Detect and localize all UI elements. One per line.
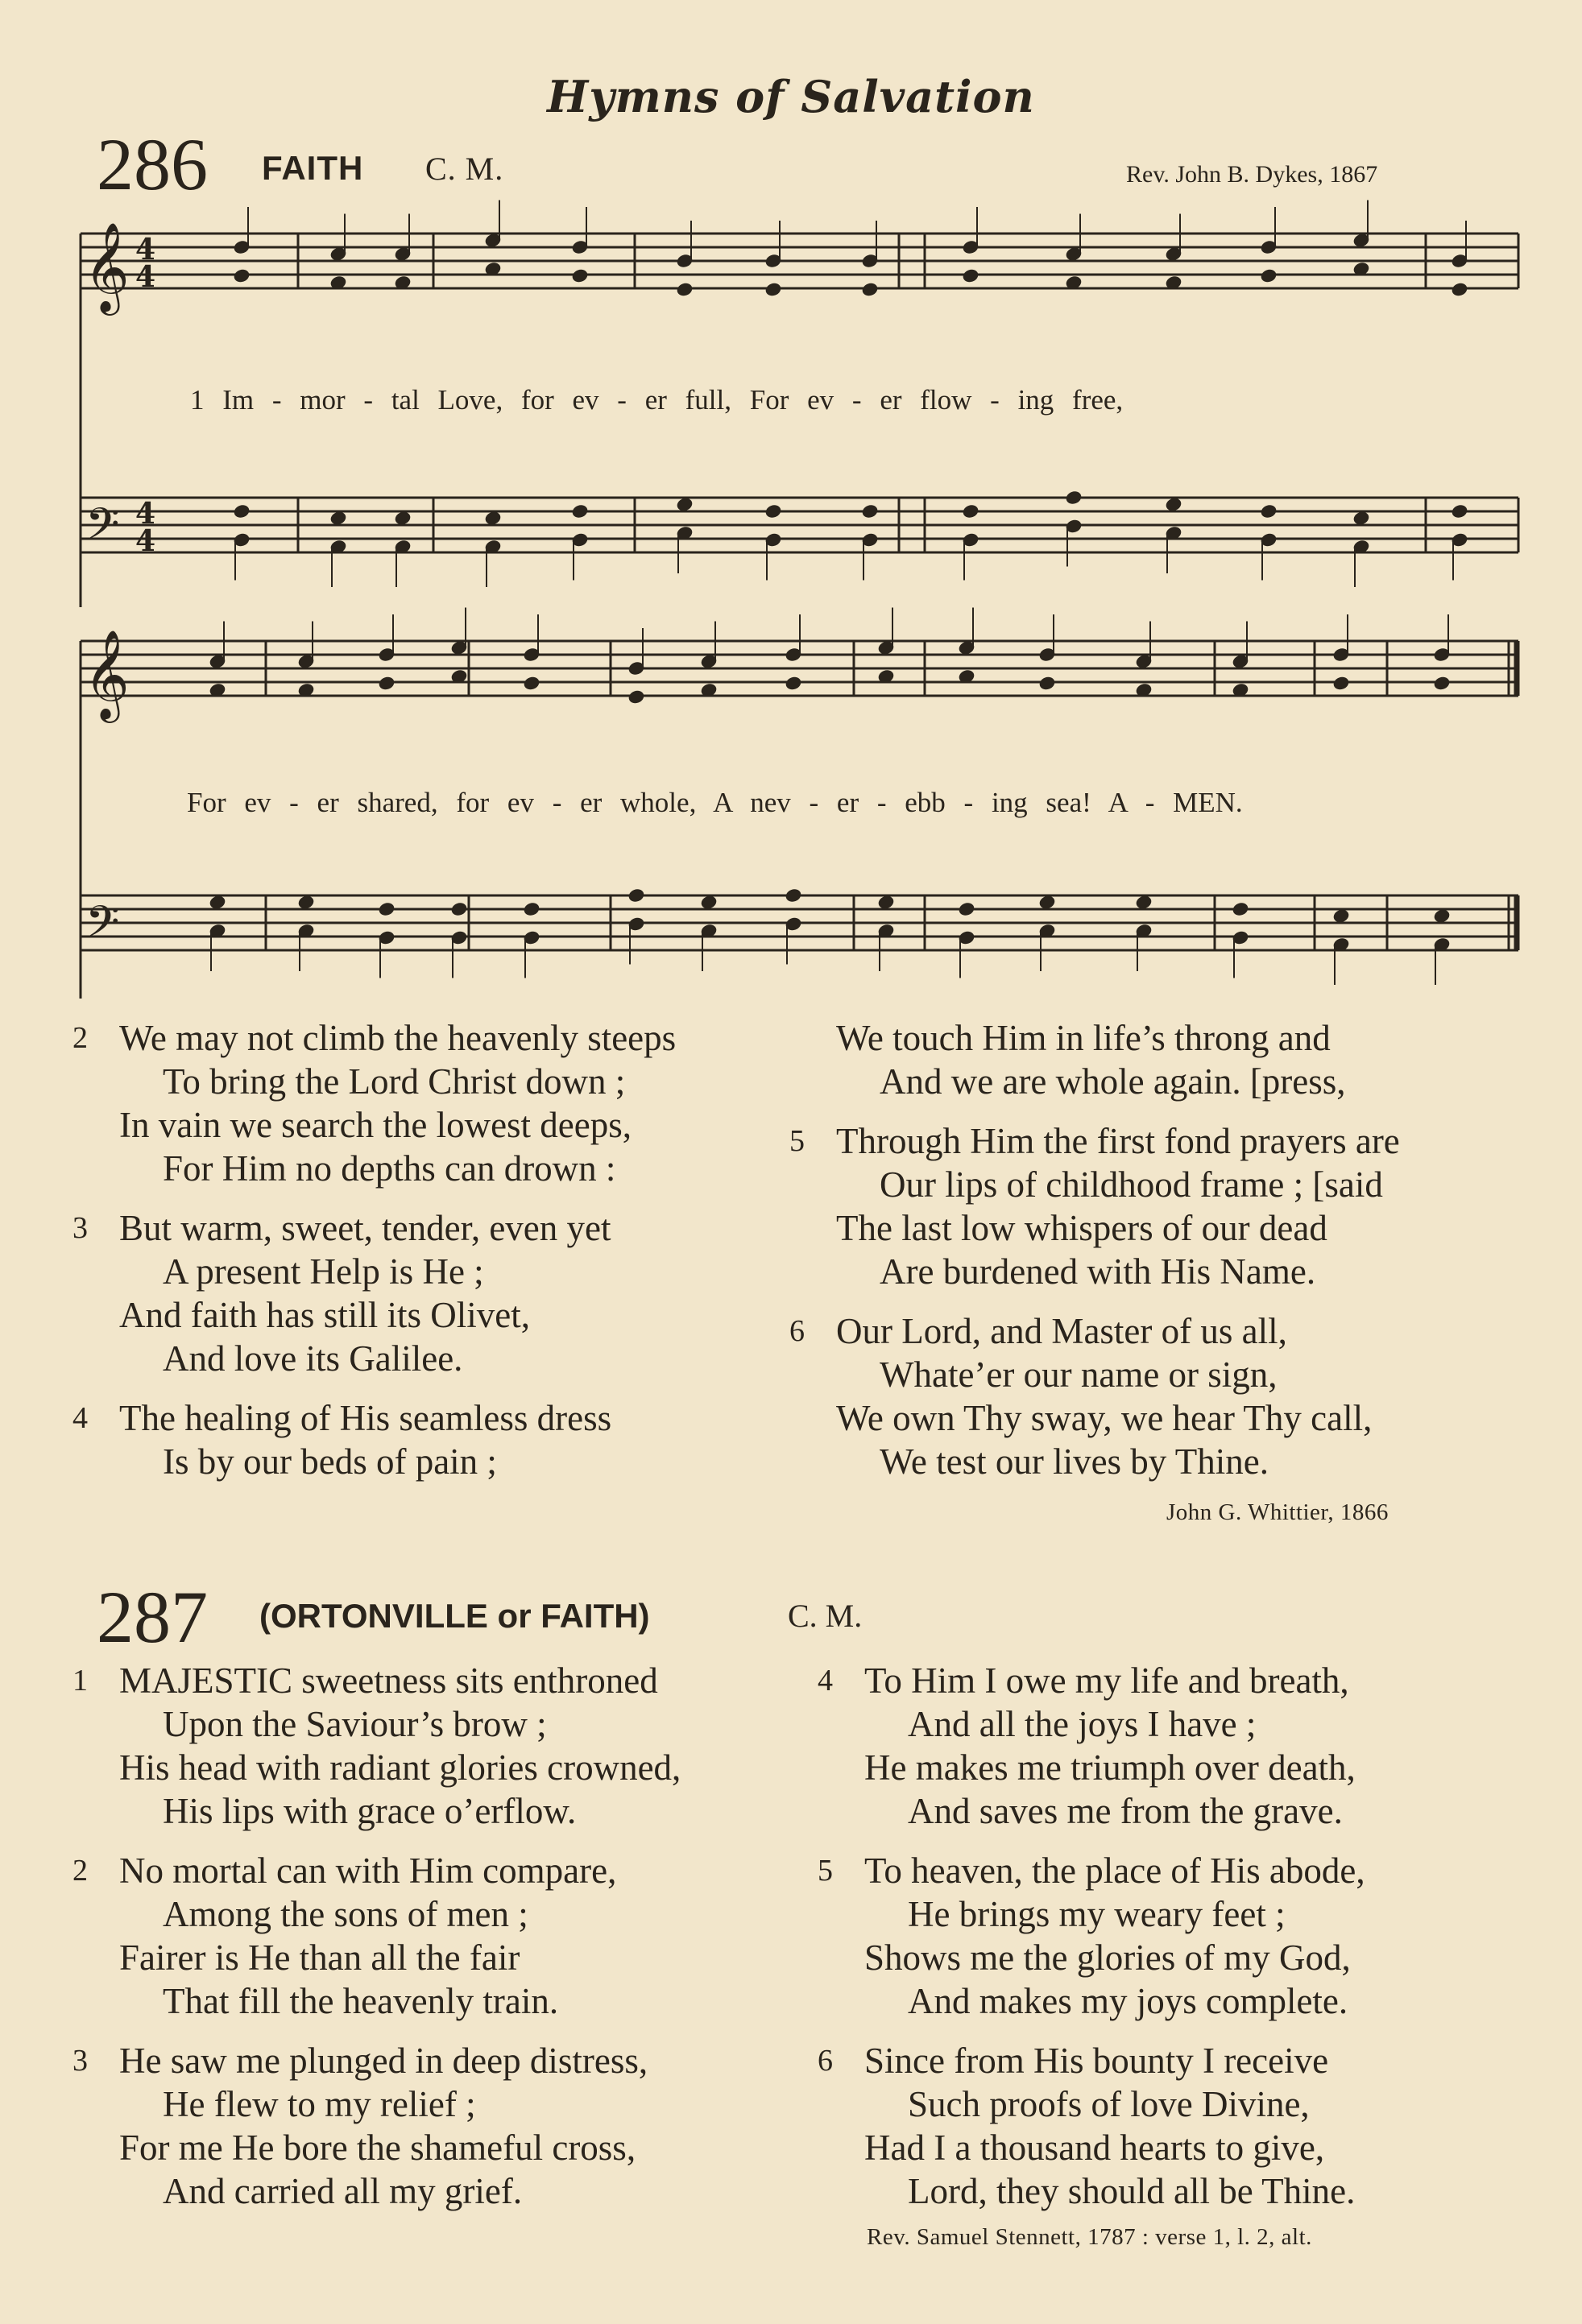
- note-head: [861, 282, 879, 297]
- verse-text: His lips with grace o’erflow.: [163, 1791, 577, 1831]
- stanza-line: [765, 1440, 1579, 1483]
- stanza-line: [765, 1119, 1579, 1163]
- hymn-286-composer: Rev. John B. Dykes, 1867: [1126, 161, 1378, 188]
- stanza: [48, 1206, 805, 1380]
- note-head: [233, 503, 251, 519]
- stanza: [765, 1119, 1579, 1293]
- verse-text: He saw me plunged in deep distress,: [119, 2041, 648, 2081]
- hymn-287-tune: (ORTONVILLE or FAITH): [259, 1597, 650, 1635]
- verse-text: We own Thy sway, we hear Thy call,: [836, 1398, 1373, 1438]
- verse-text: We test our lives by Thine.: [880, 1441, 1269, 1482]
- stanza: [793, 1659, 1579, 1833]
- note-head: [1433, 676, 1451, 691]
- stanza-line: [765, 1163, 1579, 1206]
- note-head: [764, 503, 782, 519]
- stanza-line: [48, 1250, 805, 1293]
- stanza: [48, 1396, 805, 1483]
- time-signature: 4: [135, 260, 156, 294]
- verse-text: A present Help is He ;: [163, 1251, 484, 1292]
- note-head: [1065, 490, 1083, 505]
- verse-text: To Him I owe my life and breath,: [864, 1660, 1349, 1701]
- stanza: [48, 1016, 805, 1190]
- stanza-line: [793, 1746, 1579, 1789]
- stanza-line: [793, 2126, 1579, 2169]
- hymn-287-stanzas-right: [793, 1659, 1579, 2229]
- stanza-line: [765, 1060, 1579, 1103]
- hymn-286-number: 286: [97, 123, 208, 205]
- stanza-line: [48, 1337, 805, 1380]
- verse-text: In vain we search the lowest deeps,: [119, 1105, 632, 1145]
- stanza: [48, 1849, 822, 2023]
- hymn-287-meter: C. M.: [788, 1598, 863, 1634]
- verse-text: He makes me triumph over death,: [864, 1747, 1356, 1788]
- stanza-line: [793, 1849, 1579, 1892]
- stanza-line: [48, 1206, 805, 1250]
- verse-number: 1: [72, 1664, 88, 1698]
- verse-text: And carried all my grief.: [163, 2171, 523, 2211]
- stanza: [765, 1309, 1579, 1483]
- stanza-line: [48, 2039, 822, 2082]
- note-head: [1332, 676, 1350, 691]
- stanza-line: [765, 1396, 1579, 1440]
- hymn-287-author: Rev. Samuel Stennett, 1787 : verse 1, l. 2, alt.: [867, 2224, 1312, 2250]
- note-head: [958, 901, 975, 916]
- verse-text: Is by our beds of pain ;: [163, 1441, 497, 1482]
- verse-number: 3: [72, 2044, 88, 2078]
- note-head: [1451, 282, 1468, 297]
- stanza-line: [765, 1250, 1579, 1293]
- verse-number: 5: [818, 1854, 833, 1888]
- stanza-line: [48, 2169, 822, 2213]
- hymn-286-stanzas-right: [765, 1016, 1579, 1499]
- section-title: Hymns of Salvation: [547, 71, 1035, 122]
- note-head: [676, 282, 694, 297]
- verse-text: His head with radiant glories crowned,: [119, 1747, 681, 1788]
- note-head: [523, 676, 540, 691]
- note-head: [1260, 503, 1278, 519]
- note-head: [1433, 908, 1451, 924]
- stanza-line: [48, 1016, 805, 1060]
- stanza-line: [48, 1789, 822, 1833]
- verse-text: Lord, they should all be Thine.: [908, 2171, 1356, 2211]
- treble-clef: 𝄞: [84, 629, 130, 719]
- verse-text: He flew to my relief ;: [163, 2084, 476, 2124]
- stanza-line: [793, 2039, 1579, 2082]
- stanza-line: [48, 1060, 805, 1103]
- staff-lines: [81, 234, 1518, 950]
- hymn-287-stanzas-left: [48, 1659, 822, 2229]
- note-head: [785, 887, 802, 903]
- time-signature: 4: [135, 497, 156, 531]
- stanza: [48, 1659, 822, 1833]
- verse-text: Our lips of childhood frame ; [said: [880, 1164, 1383, 1205]
- note-head: [962, 268, 979, 283]
- verse-text: That fill the heavenly train.: [163, 1981, 559, 2021]
- note-head: [962, 503, 979, 519]
- verse-text: To heaven, the place of His abode,: [864, 1851, 1365, 1891]
- notes: [209, 201, 1468, 986]
- note-head: [450, 901, 468, 916]
- verse-number: 2: [72, 1021, 88, 1055]
- note-head: [785, 676, 802, 691]
- verse-text: Since from His bounty I receive: [864, 2041, 1329, 2081]
- stanza-line: [48, 1892, 822, 1936]
- stanza-line: [765, 1206, 1579, 1250]
- verse-text: The healing of His seamless dress: [119, 1398, 612, 1438]
- note-head: [676, 497, 694, 512]
- stanza-line: [793, 1702, 1579, 1746]
- verse-text: But warm, sweet, tender, even yet: [119, 1208, 611, 1248]
- hymn-286-meter: C. M.: [425, 151, 504, 187]
- bass-clef: 𝄢: [85, 498, 120, 560]
- stanza: [765, 1016, 1579, 1103]
- stanza-line: [793, 2169, 1579, 2213]
- clefs: [84, 221, 155, 958]
- time-signature: 4: [135, 524, 156, 558]
- note-head: [877, 895, 895, 910]
- note-head: [1165, 497, 1182, 512]
- verse-number: 2: [72, 1854, 88, 1888]
- hymn-286-lyrics-line-1: 1 Im - mor - tal Love, for ev - er full, For ev - er flow - ing free,: [190, 384, 1124, 416]
- note-head: [523, 901, 540, 916]
- stanza-line: [48, 1702, 822, 1746]
- stanza-line: [793, 1789, 1579, 1833]
- stanza-line: [48, 1440, 805, 1483]
- stanza-line: [48, 1849, 822, 1892]
- verse-number: 3: [72, 1211, 88, 1245]
- note-head: [627, 689, 645, 705]
- stanza-line: [48, 2082, 822, 2126]
- verse-text: No mortal can with Him compare,: [119, 1851, 617, 1891]
- verse-text: Had I a thousand hearts to give,: [864, 2128, 1325, 2168]
- verse-text: And faith has still its Olivet,: [119, 1295, 530, 1335]
- verse-text: For me He bore the shameful cross,: [119, 2128, 636, 2168]
- note-head: [1038, 676, 1056, 691]
- stanza-line: [48, 1147, 805, 1190]
- stanza-line: [793, 1979, 1579, 2023]
- hymn-286-lyrics-line-2: For ev - er shared, for ev - er whole, A nev - er - ebb - ing sea! A - MEN.: [187, 787, 1243, 818]
- verse-text: For Him no depths can drown :: [163, 1148, 616, 1189]
- note-head: [1451, 503, 1468, 519]
- verse-text: Whate’er our name or sign,: [880, 1354, 1278, 1395]
- verse-text: The last low whispers of our dead: [836, 1208, 1327, 1248]
- stanza-line: [48, 1979, 822, 2023]
- verse-text: Our Lord, and Master of us all,: [836, 1311, 1287, 1351]
- verse-text: And all the joys I have ;: [908, 1704, 1257, 1744]
- verse-text: And makes my joys complete.: [908, 1981, 1348, 2021]
- verse-text: To bring the Lord Christ down ;: [163, 1061, 626, 1102]
- stanza: [48, 2039, 822, 2213]
- note-head: [1352, 511, 1370, 526]
- stanza-line: [48, 1659, 822, 1702]
- verse-text: And we are whole again. [press,: [880, 1061, 1346, 1102]
- verse-text: And saves me from the grave.: [908, 1791, 1343, 1831]
- hymn-287-number: 287: [97, 1576, 208, 1658]
- verse-text: We may not climb the heavenly steeps: [119, 1018, 677, 1058]
- music-score: [0, 0, 1582, 999]
- note-head: [484, 511, 502, 526]
- stanza: [793, 2039, 1579, 2213]
- note-head: [297, 895, 315, 910]
- stanza-line: [793, 2082, 1579, 2126]
- stanza-line: [793, 1659, 1579, 1702]
- note-head: [861, 503, 879, 519]
- stanza-line: [793, 1936, 1579, 1979]
- note-head: [1260, 268, 1278, 283]
- note-head: [378, 676, 396, 691]
- bass-clef: 𝄢: [85, 896, 120, 958]
- treble-clef: 𝄞: [84, 221, 130, 312]
- verse-number: 6: [818, 2044, 833, 2078]
- note-head: [233, 268, 251, 283]
- stanza-line: [48, 1936, 822, 1979]
- verse-text: Upon the Saviour’s brow ;: [163, 1704, 547, 1744]
- note-head: [1038, 895, 1056, 910]
- verse-text: Such proofs of love Divine,: [908, 2084, 1310, 2124]
- verse-number: 6: [789, 1314, 805, 1348]
- note-head: [1232, 901, 1249, 916]
- note-head: [627, 887, 645, 903]
- stanza: [793, 1849, 1579, 2023]
- verse-text: And love its Galilee.: [163, 1338, 463, 1379]
- stanza-line: [48, 1103, 805, 1147]
- note-head: [378, 901, 396, 916]
- hymn-286-author: John G. Whittier, 1866: [1166, 1499, 1389, 1525]
- stanza-line: [765, 1309, 1579, 1353]
- verse-text: He brings my weary feet ;: [908, 1894, 1286, 1934]
- verse-text: We touch Him in life’s throng and: [836, 1018, 1331, 1058]
- verse-text: MAJESTIC sweetness sits enthroned: [119, 1660, 658, 1701]
- note-head: [329, 511, 347, 526]
- verse-text: Fairer is He than all the fair: [119, 1937, 520, 1978]
- stanza-line: [48, 1293, 805, 1337]
- stanza-line: [765, 1353, 1579, 1396]
- hymn-286-stanzas-left: [48, 1016, 805, 1499]
- note-head: [209, 895, 226, 910]
- verse-text: Are burdened with His Name.: [880, 1251, 1316, 1292]
- stanza-line: [48, 1746, 822, 1789]
- note-head: [1135, 895, 1153, 910]
- stanza-line: [793, 1892, 1579, 1936]
- note-head: [764, 282, 782, 297]
- hymn-286-tune: FAITH: [262, 149, 364, 187]
- verse-number: 4: [72, 1401, 88, 1435]
- time-signature: 4: [135, 233, 156, 267]
- stanza-line: [48, 1396, 805, 1440]
- stanza-line: [765, 1016, 1579, 1060]
- note-head: [1332, 908, 1350, 924]
- verse-number: 5: [789, 1124, 805, 1158]
- stanza-line: [48, 2126, 822, 2169]
- verse-text: Among the sons of men ;: [163, 1894, 528, 1934]
- note-head: [571, 268, 589, 283]
- note-head: [700, 895, 718, 910]
- verse-text: Through Him the first fond prayers are: [836, 1121, 1400, 1161]
- verse-text: Shows me the glories of my God,: [864, 1937, 1351, 1978]
- verse-number: 4: [818, 1664, 833, 1698]
- note-head: [571, 503, 589, 519]
- note-head: [394, 511, 412, 526]
